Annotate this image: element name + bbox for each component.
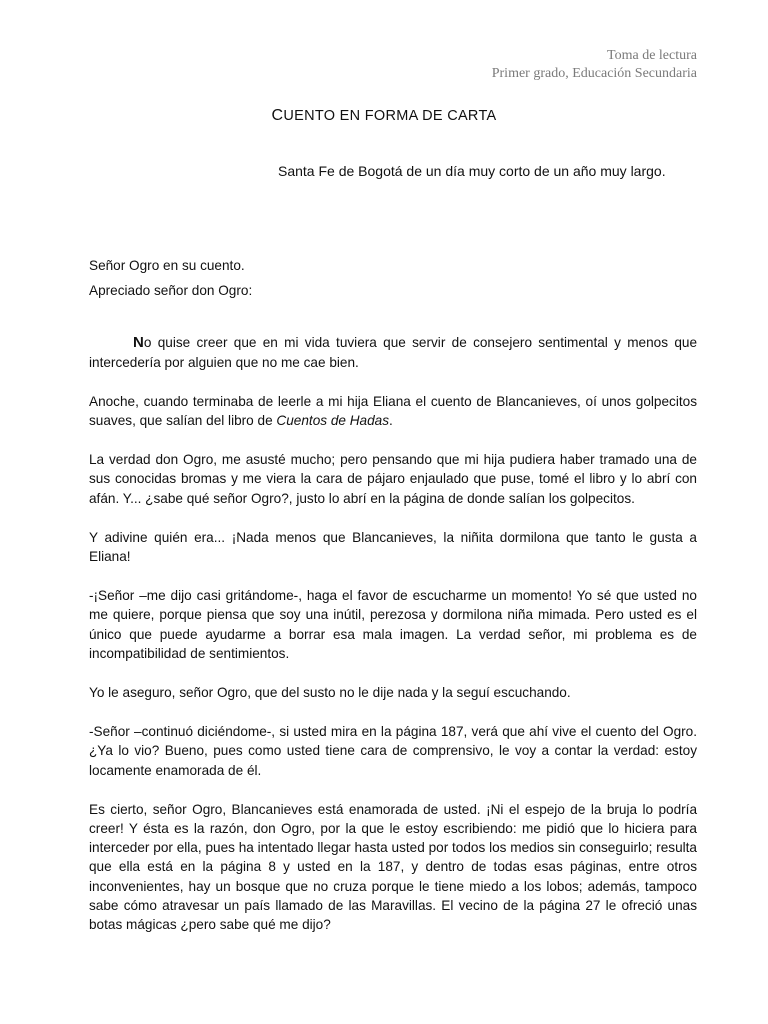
header-line-2: Primer grado, Educación Secundaria [491, 66, 697, 81]
title-rest: UENTO EN FORMA DE CARTA [283, 108, 497, 124]
paragraph-5: -¡Señor –me dijo casi gritándome-, haga el favor de escucharme un momento! Yo sé que usted no me quiere, porque piensa que soy una inútil, perezosa y dormilona niña mimada. Pero usted es el único que puede ayudarme a borrar esa mala imagen. La verdad señor, mi problema es de incompatibilidad de sentimientos. [89, 588, 697, 661]
paragraph-1-first-letter: N [133, 334, 144, 352]
title-first-letter: C [271, 107, 284, 124]
paragraph-1 [89, 333, 697, 371]
header-line-1: Toma de lectura [607, 48, 697, 63]
letter-body [89, 256, 697, 954]
book-title: Cuentos de Hadas [276, 413, 390, 429]
paragraph-2 [89, 392, 697, 430]
salutation-line-1: Señor Ogro en su cuento. [89, 258, 245, 273]
document-header [492, 47, 697, 83]
paragraph-1-text: o quise creer que en mi vida tuviera que servir de consejero sentimental y menos que intercedería por alguien que no me cae bien. [89, 335, 697, 370]
paragraph-2-end: . [389, 413, 393, 429]
paragraph-8: Es cierto, señor Ogro, Blancanieves está enamorada de usted. ¡Ni el espejo de la bruja lo podría creer! Y ésta es la razón, don Ogro, por la que le estoy escribiendo: me pidió que lo hiciera para interceder por ella, pues ha intentado llegar hasta usted por todos los medios sin conseguirlo; resulta que ella está en la página 8 y usted en la 187, y dentro de todas esas páginas, entre otros inconvenientes, hay un bosque que no cruza porque le tiene miedo a los lobos; además, tampoco sabe cómo atravesar un país llamado de las Maravillas. El vecino de la página 27 le ofreció unas botas mágicas ¿pero sabe qué me dijo? [89, 801, 697, 933]
paragraph-3: La verdad don Ogro, me asusté mucho; pero pensando que mi hija pudiera haber tramado una de sus conocidas bromas y me viera la cara de pájaro enjaulado que puse, tomé el libro y lo abrí con afán. Y... ¿sabe qué señor Ogro?, justo lo abrí en la página de donde salían los golpecitos. [89, 452, 697, 506]
paragraph-4: Y adivine quién era... ¡Nada menos que Blancanieves, la niñita dormilona que tanto le gusta a Eliana! [89, 529, 697, 565]
page-title [0, 107, 768, 125]
paragraph-6: Yo le aseguro, señor Ogro, que del susto no le dije nada y la seguí escuchando. [89, 685, 571, 701]
salutation-line-2: Apreciado señor don Ogro: [89, 283, 253, 299]
paragraph-7: -Señor –continuó diciéndome-, si usted mira en la página 187, verá que ahí vive el cuento del Ogro. ¿Ya lo vio? Bueno, pues como usted tiene cara de comprensivo, le voy a contar la verdad: estoy locamente enamorada de él. [89, 724, 697, 778]
place-date-line: Santa Fe de Bogotá de un día muy corto de un año muy largo. [278, 163, 666, 179]
paragraph-2-text: Anoche, cuando terminaba de leerle a mi hija Eliana el cuento de Blancanieves, oí unos golpecitos suaves, que salían del libro de [89, 393, 697, 429]
